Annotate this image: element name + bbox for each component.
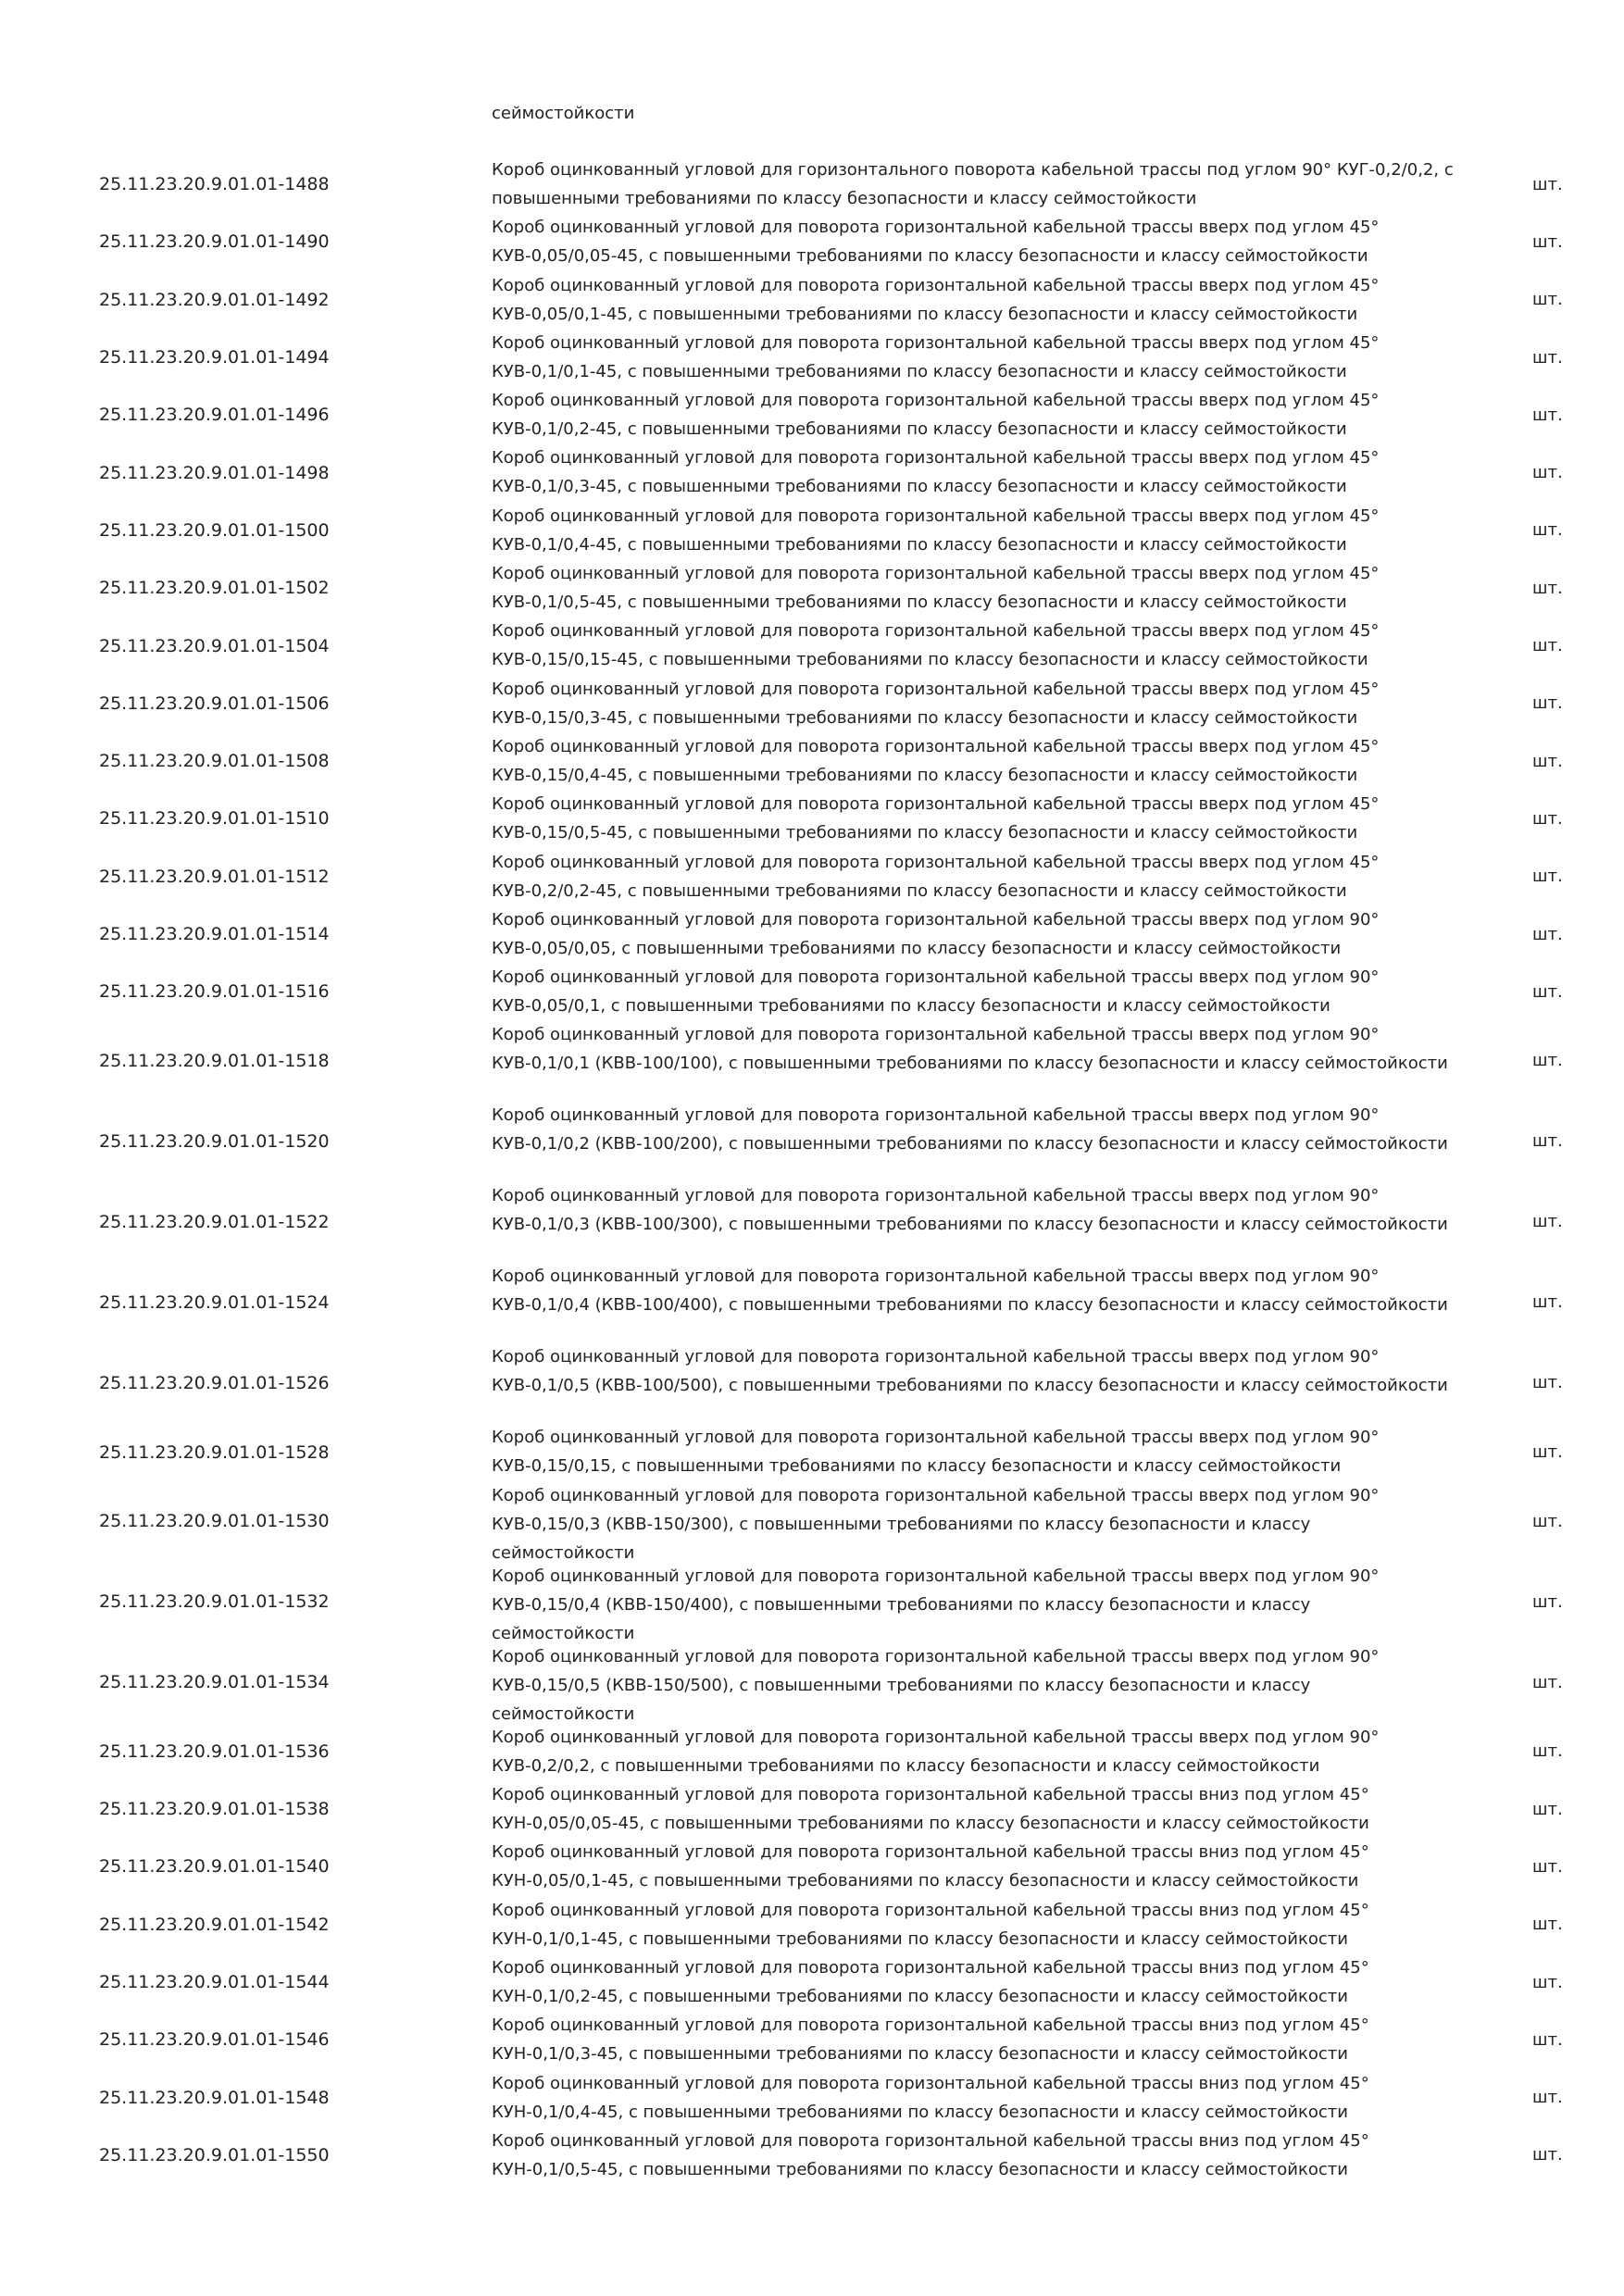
table-row — [0, 1780, 1624, 1838]
item-unit: шт. — [1532, 1915, 1563, 1935]
item-description: Короб оцинкованный угловой для поворота горизонтальной кабельной трассы вверх под углом 45° КУВ-0,15/0,5-45, с повышенными требованиями по классу безопасности и классу сеймостойкости — [492, 794, 1380, 843]
item-code: 25.11.23.20.9.01.01-1520 — [99, 1130, 330, 1152]
item-unit: шт. — [1532, 636, 1563, 656]
item-description: Короб оцинкованный угловой для поворота горизонтальной кабельной трассы вверх под углом 90° КУВ-0,1/0,2 (КВВ-100/200), с повышенными требованиями по классу безопасности и классу сеймостойкости — [492, 1105, 1448, 1154]
item-unit: шт. — [1532, 924, 1563, 944]
item-description: Короб оцинкованный угловой для поворота горизонтальной кабельной трассы вверх под углом 90° КУВ-0,1/0,5 (КВВ-100/500), с повышенными требованиями по классу безопасности и классу сеймостойкости — [492, 1347, 1448, 1396]
item-unit: шт. — [1532, 1373, 1563, 1393]
table-row — [0, 1562, 1624, 1642]
item-description: Короб оцинкованный угловой для поворота горизонтальной кабельной трассы вверх под углом 45° КУВ-0,15/0,15-45, с повышенными требованиями по классу безопасности и классу сеймостойкости — [492, 621, 1380, 670]
item-description: Короб оцинкованный угловой для поворота горизонтальной кабельной трассы вверх под углом 90° КУВ-0,05/0,05, с повышенными требованиями по классу безопасности и классу сеймостойкости — [492, 909, 1380, 958]
table-row — [0, 156, 1624, 213]
table-row — [0, 1896, 1624, 1953]
table-row — [0, 1642, 1624, 1723]
item-code: 25.11.23.20.9.01.01-1548 — [99, 2087, 330, 2108]
item-unit: шт. — [1532, 347, 1563, 368]
item-description: Короб оцинкованный угловой для поворота горизонтальной кабельной трассы вниз под углом 45° КУН-0,1/0,2-45, с повышенными требованиями по классу безопасности и классу сеймостойкости — [492, 1957, 1369, 2006]
item-description: Короб оцинкованный угловой для поворота горизонтальной кабельной трассы вверх под углом 45° КУВ-0,1/0,4-45, с повышенными требованиями по классу безопасности и классу сеймостойкости — [492, 505, 1380, 555]
item-code: 25.11.23.20.9.01.01-1514 — [99, 924, 330, 944]
item-code: 25.11.23.20.9.01.01-1498 — [99, 462, 330, 483]
item-code: 25.11.23.20.9.01.01-1550 — [99, 2144, 330, 2165]
item-unit: шт. — [1532, 1131, 1563, 1152]
table-row — [0, 271, 1624, 329]
table-row — [0, 675, 1624, 732]
table-row — [0, 790, 1624, 847]
item-code: 25.11.23.20.9.01.01-1506 — [99, 693, 330, 714]
item-unit: шт. — [1532, 1511, 1563, 1531]
item-code: 25.11.23.20.9.01.01-1494 — [99, 347, 330, 368]
item-unit: шт. — [1532, 231, 1563, 252]
item-description: Короб оцинкованный угловой для поворота горизонтальной кабельной трассы вверх под углом 45° КУВ-0,05/0,1-45, с повышенными требованиями по классу безопасности и классу сеймостойкости — [492, 275, 1380, 324]
item-unit: шт. — [1532, 693, 1563, 714]
continuation-text: сеймостойкости — [492, 104, 635, 123]
item-code: 25.11.23.20.9.01.01-1536 — [99, 1741, 330, 1762]
item-code: 25.11.23.20.9.01.01-1500 — [99, 519, 330, 541]
table-row — [0, 1342, 1624, 1423]
table-row — [0, 213, 1624, 270]
item-unit: шт. — [1532, 1672, 1563, 1692]
item-code: 25.11.23.20.9.01.01-1540 — [99, 1856, 330, 1878]
item-description: Короб оцинкованный угловой для поворота горизонтальной кабельной трассы вниз под углом 45° КУН-0,1/0,3-45, с повышенными требованиями по классу безопасности и классу сеймостойкости — [492, 2015, 1369, 2065]
item-description: Короб оцинкованный угловой для поворота горизонтальной кабельной трассы вверх под углом 90° КУВ-0,15/0,5 (КВВ-150/500), с повышенными требованиями по классу безопасности и классу сеймостойкости — [492, 1646, 1380, 1724]
item-description: Короб оцинкованный угловой для поворота горизонтальной кабельной трассы вверх под углом 90° КУВ-0,15/0,3 (КВВ-150/300), с повышенными требованиями по классу безопасности и классу сеймостойкости — [492, 1485, 1380, 1563]
table-row — [0, 502, 1624, 559]
table-row — [0, 1723, 1624, 1780]
table-row — [0, 2069, 1624, 2127]
item-unit: шт. — [1532, 1972, 1563, 1992]
table-row — [0, 963, 1624, 1020]
item-description: Короб оцинкованный угловой для поворота горизонтальной кабельной трассы вниз под углом 45° КУН-0,05/0,05-45, с повышенными требованиями по классу безопасности и классу сеймостойкости — [492, 1785, 1369, 1834]
table-row — [0, 1838, 1624, 1895]
item-code: 25.11.23.20.9.01.01-1522 — [99, 1211, 330, 1232]
table-row — [0, 2011, 1624, 2068]
item-code: 25.11.23.20.9.01.01-1544 — [99, 1972, 330, 1993]
price-table — [0, 156, 1624, 2184]
item-code: 25.11.23.20.9.01.01-1504 — [99, 635, 330, 656]
table-row — [0, 848, 1624, 905]
item-unit: шт. — [1532, 1212, 1563, 1232]
item-code: 25.11.23.20.9.01.01-1508 — [99, 751, 330, 772]
item-description: Короб оцинкованный угловой для поворота горизонтальной кабельной трассы вверх под углом 90° КУВ-0,1/0,4 (КВВ-100/400), с повышенными требованиями по классу безопасности и классу сеймостойкости — [492, 1267, 1448, 1316]
table-row — [0, 2127, 1624, 2184]
item-unit: шт. — [1532, 405, 1563, 425]
item-code: 25.11.23.20.9.01.01-1542 — [99, 1914, 330, 1935]
item-description: Короб оцинкованный угловой для поворота горизонтальной кабельной трассы вверх под углом 45° КУВ-0,1/0,3-45, с повышенными требованиями по классу безопасности и классу сеймостойкости — [492, 448, 1380, 497]
item-code: 25.11.23.20.9.01.01-1510 — [99, 808, 330, 830]
table-row — [0, 329, 1624, 386]
item-unit: шт. — [1532, 1591, 1563, 1612]
item-description: Короб оцинкованный угловой для поворота горизонтальной кабельной трассы вверх под углом 90° КУВ-0,2/0,2, с повышенными требованиями по классу безопасности и классу сеймостойкости — [492, 1727, 1380, 1776]
item-code: 25.11.23.20.9.01.01-1496 — [99, 405, 330, 426]
item-description: Короб оцинкованный угловой для поворота горизонтальной кабельной трассы вверх под углом 90° КУВ-0,1/0,3 (КВВ-100/300), с повышенными требованиями по классу безопасности и классу сеймостойкости — [492, 1186, 1448, 1235]
item-code: 25.11.23.20.9.01.01-1490 — [99, 231, 330, 253]
item-code: 25.11.23.20.9.01.01-1534 — [99, 1672, 330, 1693]
item-code: 25.11.23.20.9.01.01-1502 — [99, 578, 330, 599]
item-unit: шт. — [1532, 2088, 1563, 2108]
item-code: 25.11.23.20.9.01.01-1532 — [99, 1591, 330, 1613]
item-unit: шт. — [1532, 520, 1563, 541]
table-row — [0, 559, 1624, 617]
item-code: 25.11.23.20.9.01.01-1512 — [99, 866, 330, 887]
table-row — [0, 732, 1624, 790]
item-description: Короб оцинкованный угловой для поворота горизонтальной кабельной трассы вверх под углом 45° КУВ-0,2/0,2-45, с повышенными требованиями по классу безопасности и классу сеймостойкости — [492, 852, 1380, 901]
item-unit: шт. — [1532, 463, 1563, 483]
item-unit: шт. — [1532, 1051, 1563, 1071]
item-code: 25.11.23.20.9.01.01-1524 — [99, 1292, 330, 1313]
table-row — [0, 1020, 1624, 1101]
item-unit: шт. — [1532, 981, 1563, 1002]
table-row — [0, 1262, 1624, 1342]
item-description: Короб оцинкованный угловой для горизонтального поворота кабельной трассы под углом 90° КУГ-0,2/0,2, с повышенными требованиями по классу безопасности и классу сеймостойкости — [492, 160, 1454, 208]
item-unit: шт. — [1532, 751, 1563, 771]
table-row — [0, 1423, 1624, 1480]
table-row — [0, 386, 1624, 443]
item-description: Короб оцинкованный угловой для поворота горизонтальной кабельной трассы вверх под углом 45° КУВ-0,15/0,4-45, с повышенными требованиями по классу безопасности и классу сеймостойкости — [492, 736, 1380, 785]
item-description: Короб оцинкованный угловой для поворота горизонтальной кабельной трассы вверх под углом 45° КУВ-0,1/0,1-45, с повышенными требованиями по классу безопасности и классу сеймостойкости — [492, 332, 1380, 381]
table-row — [0, 1953, 1624, 2011]
item-description: Короб оцинкованный угловой для поворота горизонтальной кабельной трассы вверх под углом 45° КУВ-0,1/0,2-45, с повышенными требованиями по классу безопасности и классу сеймостойкости — [492, 391, 1380, 440]
item-unit: шт. — [1532, 2029, 1563, 2050]
item-unit: шт. — [1532, 867, 1563, 887]
item-unit: шт. — [1532, 1292, 1563, 1313]
table-row — [0, 443, 1624, 501]
item-unit: шт. — [1532, 1741, 1563, 1762]
item-description: Короб оцинкованный угловой для поворота горизонтальной кабельной трассы вверх под углом 45° КУВ-0,05/0,05-45, с повышенными требованиями по классу безопасности и классу сеймостойкости — [492, 218, 1380, 267]
table-row — [0, 617, 1624, 674]
item-description: Короб оцинкованный угловой для поворота горизонтальной кабельной трассы вверх под углом 45° КУВ-0,15/0,3-45, с повышенными требованиями по классу безопасности и классу сеймостойкости — [492, 679, 1380, 728]
item-description: Короб оцинкованный угловой для поворота горизонтальной кабельной трассы вниз под углом 45° КУН-0,1/0,4-45, с повышенными требованиями по классу безопасности и классу сеймостойкости — [492, 2073, 1369, 2122]
item-unit: шт. — [1532, 174, 1563, 194]
item-code: 25.11.23.20.9.01.01-1538 — [99, 1799, 330, 1820]
item-unit: шт. — [1532, 1799, 1563, 1819]
item-unit: шт. — [1532, 290, 1563, 310]
item-unit: шт. — [1532, 1856, 1563, 1877]
item-description: Короб оцинкованный угловой для поворота горизонтальной кабельной трассы вверх под углом 90° КУВ-0,15/0,15, с повышенными требованиями по классу безопасности и классу сеймостойкости — [492, 1428, 1380, 1477]
item-description: Короб оцинкованный угловой для поворота горизонтальной кабельной трассы вверх под углом 90° КУВ-0,05/0,1, с повышенными требованиями по классу безопасности и классу сеймостойкости — [492, 967, 1380, 1017]
item-description: Короб оцинкованный угловой для поворота горизонтальной кабельной трассы вниз под углом 45° КУН-0,1/0,1-45, с повышенными требованиями по классу безопасности и классу сеймостойкости — [492, 1900, 1369, 1949]
item-code: 25.11.23.20.9.01.01-1530 — [99, 1511, 330, 1532]
item-unit: шт. — [1532, 808, 1563, 829]
item-description: Короб оцинкованный угловой для поворота горизонтальной кабельной трассы вниз под углом 45° КУН-0,1/0,5-45, с повышенными требованиями по классу безопасности и классу сеймостойкости — [492, 2130, 1369, 2179]
item-description: Короб оцинкованный угловой для поворота горизонтальной кабельной трассы вверх под углом 90° КУВ-0,15/0,4 (КВВ-150/400), с повышенными требованиями по классу безопасности и классу сеймостойкости — [492, 1566, 1380, 1643]
item-unit: шт. — [1532, 2145, 1563, 2165]
item-code: 25.11.23.20.9.01.01-1546 — [99, 2029, 330, 2051]
table-row — [0, 905, 1624, 963]
item-unit: шт. — [1532, 578, 1563, 598]
table-row — [0, 1481, 1624, 1562]
item-code: 25.11.23.20.9.01.01-1518 — [99, 1050, 330, 1071]
table-row — [0, 1101, 1624, 1181]
item-unit: шт. — [1532, 1442, 1563, 1463]
item-code: 25.11.23.20.9.01.01-1516 — [99, 981, 330, 1003]
item-code: 25.11.23.20.9.01.01-1526 — [99, 1372, 330, 1393]
item-description: Короб оцинкованный угловой для поворота горизонтальной кабельной трассы вверх под углом 90° КУВ-0,1/0,1 (КВВ-100/100), с повышенными требованиями по классу безопасности и классу сеймостойкости — [492, 1025, 1448, 1074]
item-code: 25.11.23.20.9.01.01-1492 — [99, 289, 330, 310]
item-description: Короб оцинкованный угловой для поворота горизонтальной кабельной трассы вверх под углом 45° КУВ-0,1/0,5-45, с повышенными требованиями по классу безопасности и классу сеймостойкости — [492, 564, 1380, 613]
item-code: 25.11.23.20.9.01.01-1488 — [99, 174, 330, 195]
item-description: Короб оцинкованный угловой для поворота горизонтальной кабельной трассы вниз под углом 45° КУН-0,05/0,1-45, с повышенными требованиями по классу безопасности и классу сеймостойкости — [492, 1842, 1369, 1891]
table-row — [0, 1181, 1624, 1262]
item-code: 25.11.23.20.9.01.01-1528 — [99, 1441, 330, 1463]
